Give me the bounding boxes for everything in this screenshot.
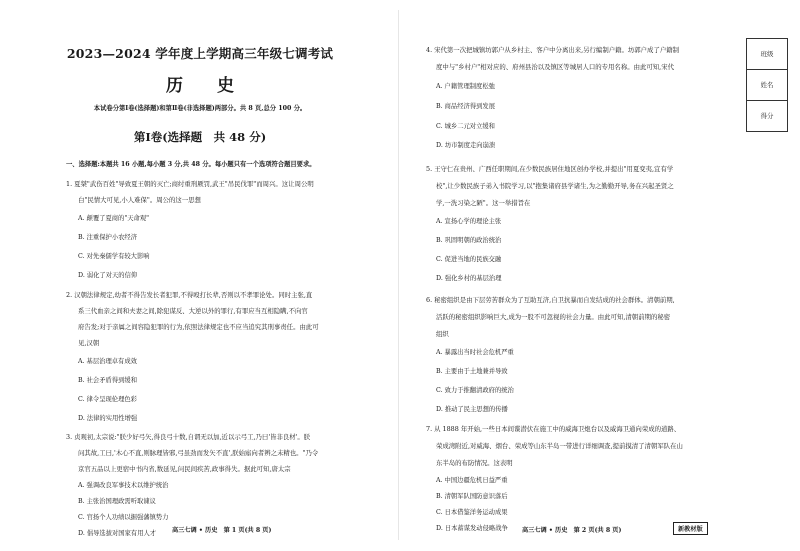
- question-2-option-c[interactable]: C. 律令呈现伦理色彩: [78, 396, 137, 403]
- question-3-option-c[interactable]: C. 官扬个人功绩以掘强藩镇势力: [78, 514, 169, 521]
- question-3-line: 3. 贞观初,太宗说:"朕少好弓矢,得良弓十数,自谓无以加,近以示弓工,乃曰'皆非良材'。朕: [66, 433, 311, 441]
- question-1-line: 1. 夏桀"武伤百姓"导致夏王朝的灭亡;商纣重刑厥罚,武王"吊民伐罪"而周兴。这让周公明: [66, 180, 314, 188]
- class-field[interactable]: 班级: [760, 50, 774, 58]
- student-info-box: [746, 38, 788, 132]
- question-1-option-c[interactable]: C. 对先秦儒学有较大影响: [78, 253, 150, 260]
- question-7-option-d[interactable]: D. 日本蓄谋发动侵略战争: [436, 525, 508, 532]
- question-2-line: 府告发;对于亲属之间容隐犯罪的行为,依照法律规定也不应当追究其刑事责任。由此可: [78, 323, 319, 331]
- question-3-option-d[interactable]: D. 倡导选拔对国家有用人才: [78, 530, 157, 537]
- question-6-line: 活跃的秘密组织影响巨大,成为一股不可忽视的社会力量。由此可知,清朝前期的秘密: [436, 313, 671, 321]
- question-2-option-a[interactable]: A. 基层治理卓有成效: [78, 358, 137, 365]
- question-6-line: 6. 秘密组织是由下层劳苦群众为了互助互济,自卫抗暴而自发结成的社会群体。清朝前期,: [426, 296, 675, 304]
- exam-note: 本试卷分第Ⅰ卷(选择题)和第Ⅱ卷(非选择题)两部分。共 8 页,总分 100 分。: [93, 105, 307, 112]
- question-2-line: 2. 汉朝法律规定,幼者不得告发长者犯罪,不得殴打长辈,否则以不孝罪论处。同时主张,直: [66, 291, 313, 299]
- question-2-line: 系三代血亲之间和夫妻之间,除犯谋反、大逆以外的罪行,有罪应当互相隐瞒,不向官: [78, 307, 308, 315]
- question-7-option-a[interactable]: A. 中国边疆危机日益严重: [436, 477, 508, 484]
- question-5-line: 5. 王守仁在贵州、广西任职期间,在少数民族居住地区创办学校,并提出"用夏变夷,宜有学: [426, 165, 674, 173]
- question-5-option-b[interactable]: B. 巩固明朝的政治统治: [436, 237, 502, 244]
- page-footer: 高三七调 • 历史 第 2 页(共 8 页): [522, 527, 622, 534]
- question-4-line: 度中与"乡村户"相对应的、府州县治以及镇区等城居人口的专用名称。由此可知,宋代: [436, 63, 674, 71]
- question-6-option-c[interactable]: C. 致力于推翻清政府的统治: [436, 387, 514, 394]
- question-2-option-b[interactable]: B. 社会矛盾得到缓和: [78, 377, 138, 384]
- question-5-line: 校",让少数民族子弟入书院学习,以"抱集诸府县学诸生,为之勤勤开导,务在兴起圣贤之: [436, 182, 674, 190]
- question-1-option-b[interactable]: B. 注重保护小农经济: [78, 234, 138, 241]
- question-4-option-c[interactable]: C. 城乡二元对立缓和: [436, 123, 495, 130]
- subject-title: 历 史: [166, 76, 248, 96]
- question-4-option-a[interactable]: A. 户籍管理制度松弛: [436, 83, 495, 90]
- question-6-option-d[interactable]: D. 推动了民主思想的传播: [436, 406, 508, 413]
- question-5-line: 学,一洗习染之陋"。这一举措旨在: [436, 199, 531, 207]
- question-7-line: 荣成湾附近,对威海、烟台、荣成等山东半岛一带进行详细调查,提前摸清了清朝军队在山: [436, 442, 683, 450]
- page-footer: 高三七调 • 历史 第 1 页(共 8 页): [172, 527, 272, 534]
- question-4-line: 4. 宋代第一次把城镇坊郭户从乡村主、客户中分离出来,另行编制户籍。坊郭户成了户籍制: [426, 46, 680, 54]
- question-1-option-d[interactable]: D. 弱化了对天的信仰: [78, 272, 138, 279]
- question-5-option-a[interactable]: A. 宣扬心学的理论主张: [436, 218, 502, 225]
- question-3-line: 京官五品以上更宿中书内省,数延见,问民间疾苦,政事得失。据此可知,唐太宗: [78, 465, 291, 473]
- question-6-line: 组织: [436, 330, 449, 338]
- exam-title: 2023—2024 学年度上学期高三年级七调考试: [66, 46, 334, 61]
- question-3-option-a[interactable]: A. 强调改良军事技术以维护统治: [78, 482, 169, 489]
- instruction-text: 一、选择题:本题共 16 小题,每小题 3 分,共 48 分。每小题只有一个选项符合题目要求。: [66, 161, 316, 168]
- question-3-option-b[interactable]: B. 主张治国理政需听取谏议: [78, 498, 156, 505]
- question-3-line: 问其故,工曰,'木心不直,则脉理皆邪,弓虽劲而发矢不直',朕始寤向者辨之未精也。"乃令: [78, 449, 319, 457]
- question-5-option-c[interactable]: C. 促进当地的民族交融: [436, 256, 502, 263]
- question-1-line: 白"民情大可见,小人难保"。周公的这一思想: [78, 196, 201, 204]
- question-7-option-b[interactable]: B. 清朝军队国防意识落后: [436, 493, 508, 500]
- question-7-line: 东半岛的布防情况。这表明: [436, 459, 513, 467]
- question-6-option-b[interactable]: B. 主要由于土地兼并导致: [436, 368, 508, 375]
- question-5-option-d[interactable]: D. 强化乡村的基层治理: [436, 275, 502, 282]
- exam-page-2: [400, 0, 800, 551]
- edition-badge: 新教材版: [673, 522, 708, 535]
- question-6-option-a[interactable]: A. 暴露出当时社会危机严重: [436, 349, 514, 356]
- name-field[interactable]: 姓名: [760, 81, 774, 89]
- section-heading: 第Ⅰ卷(选择题 共 48 分): [133, 130, 267, 144]
- question-2-line: 见,汉朝: [78, 339, 100, 347]
- score-field[interactable]: 得分: [760, 112, 774, 120]
- question-2-option-d[interactable]: D. 法律的实用性增强: [78, 415, 138, 422]
- question-4-option-b[interactable]: B. 商品经济得到发展: [436, 103, 496, 110]
- question-1-option-a[interactable]: A. 颠覆了夏商的"天命观": [78, 215, 150, 222]
- question-4-option-d[interactable]: D. 坊市制度走向崩溃: [436, 142, 496, 149]
- question-7-option-c[interactable]: C. 日本借鉴洋务运动成果: [436, 509, 508, 516]
- question-7-line: 7. 从 1888 年开始,一些日本间谍潜伏在施工中的威海卫炮台以及威海卫通向荣成的道路、: [426, 425, 681, 433]
